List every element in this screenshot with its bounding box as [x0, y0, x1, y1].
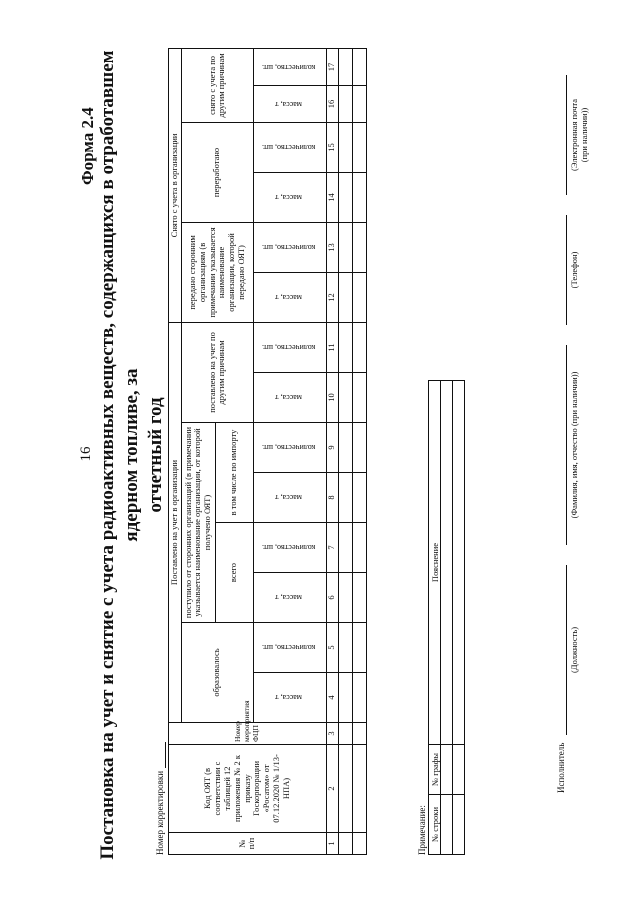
table-cell[interactable]: [338, 573, 352, 623]
table-cell[interactable]: [338, 673, 352, 723]
notes-label: Примечание:: [417, 805, 427, 855]
table-cell[interactable]: [338, 322, 352, 372]
table-cell[interactable]: [352, 373, 366, 423]
table-cell[interactable]: [352, 833, 366, 855]
table-cell[interactable]: [352, 172, 366, 222]
page-number: 16: [78, 446, 94, 462]
column-number: 16: [326, 85, 338, 122]
table-cell[interactable]: [338, 523, 352, 573]
table-cell[interactable]: [352, 723, 366, 745]
column-number: 8: [326, 473, 338, 523]
name-field[interactable]: [566, 345, 579, 545]
table-cell[interactable]: [338, 723, 352, 745]
header-mass: масса, т: [253, 473, 326, 523]
column-number: 14: [326, 172, 338, 222]
table-cell[interactable]: [352, 745, 366, 833]
table-cell[interactable]: [338, 85, 352, 122]
column-number: 17: [326, 48, 338, 85]
notes-table: [428, 380, 465, 855]
column-number: 11: [326, 322, 338, 372]
header-mass: масса, т: [253, 673, 326, 723]
header-qty: количество, шт.: [253, 48, 326, 85]
form-id: Форма 2.4: [78, 107, 97, 185]
table-cell[interactable]: [352, 423, 366, 473]
header-mass: масса, т: [253, 373, 326, 423]
column-number: 12: [326, 272, 338, 322]
table-row: [338, 48, 352, 854]
column-number: 9: [326, 423, 338, 473]
header-qty: количество, шт.: [253, 122, 326, 172]
column-number: 3: [326, 723, 338, 745]
title-line-1: Постановка на учет и снятие с учета радиоактивных веществ, содержащихся в отработавшем ядерном топливе, за: [97, 50, 142, 860]
header-group-removed: Снято с учета в организации: [169, 48, 182, 322]
table-cell[interactable]: [338, 373, 352, 423]
header-mass: масса, т: [253, 85, 326, 122]
column-number-row: [326, 48, 338, 854]
table-cell[interactable]: [352, 48, 366, 85]
email-caption-line2: (при наличии)): [579, 107, 589, 163]
notes-cell[interactable]: [441, 795, 453, 855]
notes-cell[interactable]: [441, 381, 453, 745]
column-number: 15: [326, 122, 338, 172]
header-mass: масса, т: [253, 172, 326, 222]
notes-header-row: [429, 381, 441, 855]
header-formed: образовалось: [181, 623, 253, 723]
table-cell[interactable]: [352, 523, 366, 573]
table-cell[interactable]: [338, 833, 352, 855]
header-col-n: № п/п: [169, 833, 327, 855]
table-row: [352, 48, 366, 854]
header-registered-other: поставлено на учет по другим причинам: [181, 322, 253, 422]
column-number: 7: [326, 523, 338, 573]
table-cell[interactable]: [338, 473, 352, 523]
header-received-total: всего: [215, 523, 253, 623]
position-field[interactable]: [566, 565, 579, 735]
table-cell[interactable]: [352, 673, 366, 723]
correction-label: Номер корректировки: [155, 770, 165, 855]
header-qty: количество, шт.: [253, 423, 326, 473]
executor-label: Исполнитель: [556, 742, 566, 793]
column-number: 5: [326, 623, 338, 673]
column-number: 2: [326, 745, 338, 833]
table-cell[interactable]: [352, 473, 366, 523]
header-reprocessed: переработано: [181, 122, 253, 222]
correction-blank[interactable]: [155, 742, 166, 768]
header-col-fcp: Номер мероприятия ФЦП: [169, 723, 327, 745]
name-caption: (Фамилия, имя, отчество (при наличии)): [569, 371, 579, 519]
table-cell[interactable]: [352, 222, 366, 272]
table-cell[interactable]: [338, 122, 352, 172]
table-cell[interactable]: [352, 573, 366, 623]
notes-cell[interactable]: [453, 795, 465, 855]
table-cell[interactable]: [338, 423, 352, 473]
table-cell[interactable]: [352, 272, 366, 322]
notes-cell[interactable]: [453, 381, 465, 745]
header-transferred: передано сторонним организациям (в примечании указывается наименование организации, которой передано ОЯТ): [181, 222, 253, 322]
column-number: 4: [326, 673, 338, 723]
table-cell[interactable]: [352, 623, 366, 673]
email-field[interactable]: [566, 75, 589, 195]
title-line-2: отчетный год: [144, 397, 166, 513]
header-received-from-others: поступило от сторонних организаций (в примечании указывается наименование организации, от которой получено ОЯТ): [181, 423, 215, 623]
header-mass: масса, т: [253, 272, 326, 322]
email-caption-line1: (Электронная почта: [569, 98, 579, 172]
phone-field[interactable]: [566, 215, 579, 325]
table-cell[interactable]: [338, 48, 352, 85]
notes-col-explanation: Пояснение: [429, 381, 441, 745]
header-qty: количество, шт.: [253, 222, 326, 272]
table-cell[interactable]: [352, 322, 366, 372]
header-qty: количество, шт.: [253, 623, 326, 673]
column-number: 1: [326, 833, 338, 855]
position-caption: (Должность): [569, 626, 579, 674]
notes-col-row: № строки: [429, 795, 441, 855]
notes-cell[interactable]: [441, 745, 453, 795]
table-cell[interactable]: [338, 745, 352, 833]
column-number: 13: [326, 222, 338, 272]
notes-row: [441, 381, 453, 855]
table-cell[interactable]: [338, 222, 352, 272]
main-table: [168, 48, 367, 855]
notes-col-column: № графы: [429, 745, 441, 795]
table-cell[interactable]: [338, 172, 352, 222]
header-col-code: Код ОЯТ (в соответствии с таблицей 12 приложения № 2 к приказу Госкорпорации «Росатом» от 07.12.2020 № 1/13-НПА): [169, 745, 327, 833]
header-qty: количество, шт.: [253, 322, 326, 372]
table-cell[interactable]: [338, 623, 352, 673]
correction-number: [155, 742, 166, 855]
notes-cell[interactable]: [453, 745, 465, 795]
table-cell[interactable]: [352, 85, 366, 122]
header-removed-other: снято с учета по другим причинам: [181, 48, 253, 122]
notes-row: [453, 381, 465, 855]
column-number: 6: [326, 573, 338, 623]
phone-caption: (Телефон): [569, 251, 579, 289]
table-cell[interactable]: [338, 272, 352, 322]
header-qty: количество, шт.: [253, 523, 326, 573]
header-group-registered: Поставлено на учет в организации: [169, 322, 182, 722]
column-number: 10: [326, 373, 338, 423]
table-cell[interactable]: [352, 122, 366, 172]
header-received-import: в том числе по импорту: [215, 423, 253, 523]
header-mass: масса, т: [253, 573, 326, 623]
